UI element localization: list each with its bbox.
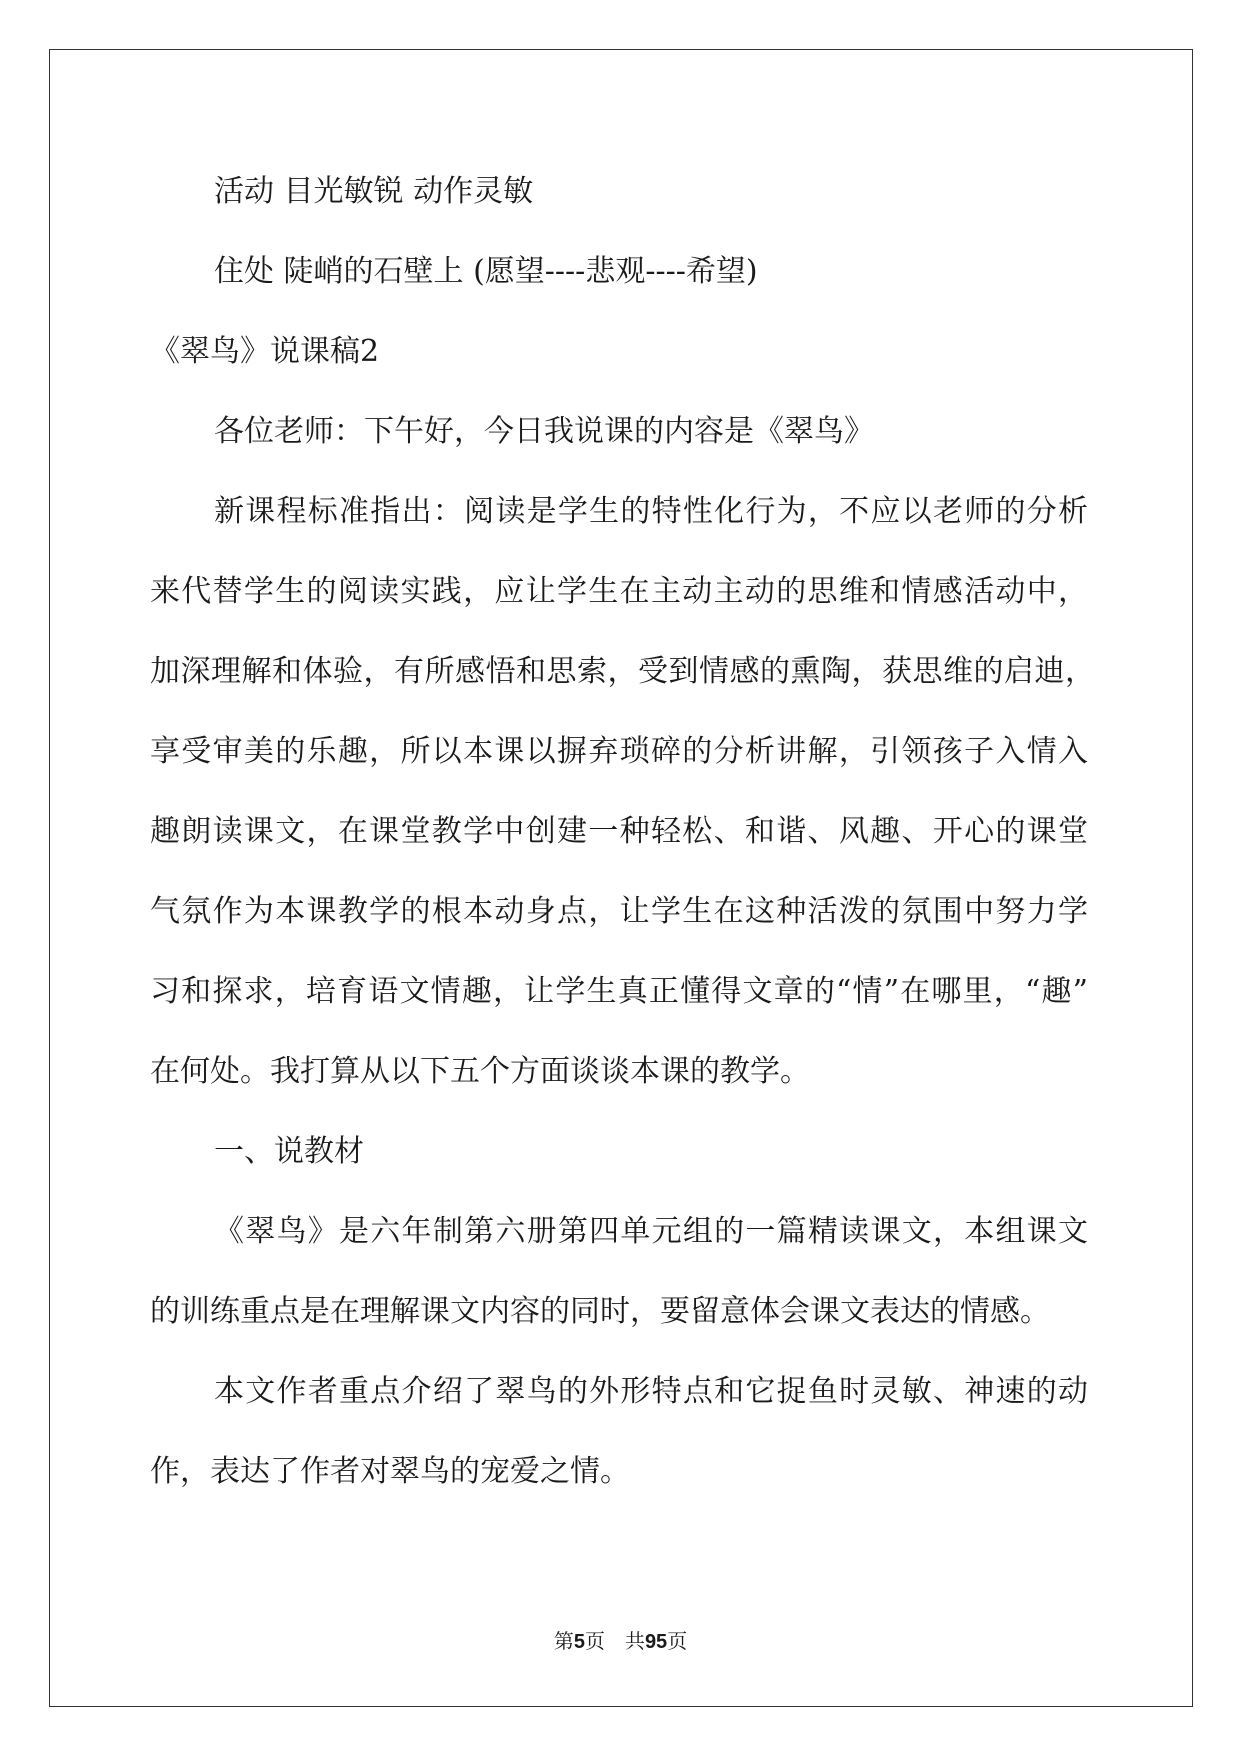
paragraph-line: 《翠鸟》是六年制第六册第四单元组的一篇精读课文，本组课文 — [214, 1214, 1088, 1249]
paragraph-line: 趣朗读课文，在课堂教学中创建一种轻松、和谐、风趣、开心的课堂 — [150, 814, 1088, 849]
paragraph-line: 新课程标准指出：阅读是学生的特性化行为，不应以老师的分析 — [214, 494, 1088, 529]
text-line-2: 住处 陡峭的石壁上 (愿望----悲观----希望) — [214, 254, 758, 289]
footer-suffix: 页 — [667, 1629, 688, 1653]
paragraph-line: 气氛作为本课教学的根本动身点，让学生在这种活泼的氛围中努力学 — [150, 894, 1088, 929]
greeting-line: 各位老师：下午好，今日我说课的内容是《翠鸟》 — [214, 414, 874, 449]
paragraph-line: 习和探求，培育语文情趣，让学生真正懂得文章的“情”在哪里，“趣” — [150, 974, 1088, 1009]
total-page-count: 95 — [644, 1631, 668, 1653]
paragraph-line: 作，表达了作者对翠鸟的宠爱之情。 — [150, 1454, 630, 1489]
text-line-1: 活动 目光敏锐 动作灵敏 — [214, 174, 534, 209]
footer-middle: 页 共 — [584, 1629, 645, 1653]
paragraph-line: 的训练重点是在理解课文内容的同时，要留意体会课文表达的情感。 — [150, 1294, 1050, 1329]
current-page-number: 5 — [573, 1631, 585, 1653]
paragraph-line: 享受审美的乐趣，所以本课以摒弃琐碎的分析讲解，引领孩子入情入 — [150, 734, 1088, 769]
paragraph-line: 本文作者重点介绍了翠鸟的外形特点和它捉鱼时灵敏、神速的动 — [214, 1374, 1088, 1409]
footer-prefix: 第 — [553, 1629, 574, 1653]
paragraph-line: 来代替学生的阅读实践，应让学生在主动主动的思维和情感活动中， — [150, 574, 1088, 609]
paragraph-line: 在何处。我打算从以下五个方面谈谈本课的教学。 — [150, 1054, 810, 1089]
section-heading: 《翠鸟》说课稿2 — [150, 334, 380, 369]
page-footer — [0, 1628, 1241, 1655]
subsection-heading: 一、说教材 — [214, 1134, 364, 1169]
paragraph-line: 加深理解和体验，有所感悟和思索，受到情感的熏陶，获思维的启迪， — [150, 654, 1095, 689]
